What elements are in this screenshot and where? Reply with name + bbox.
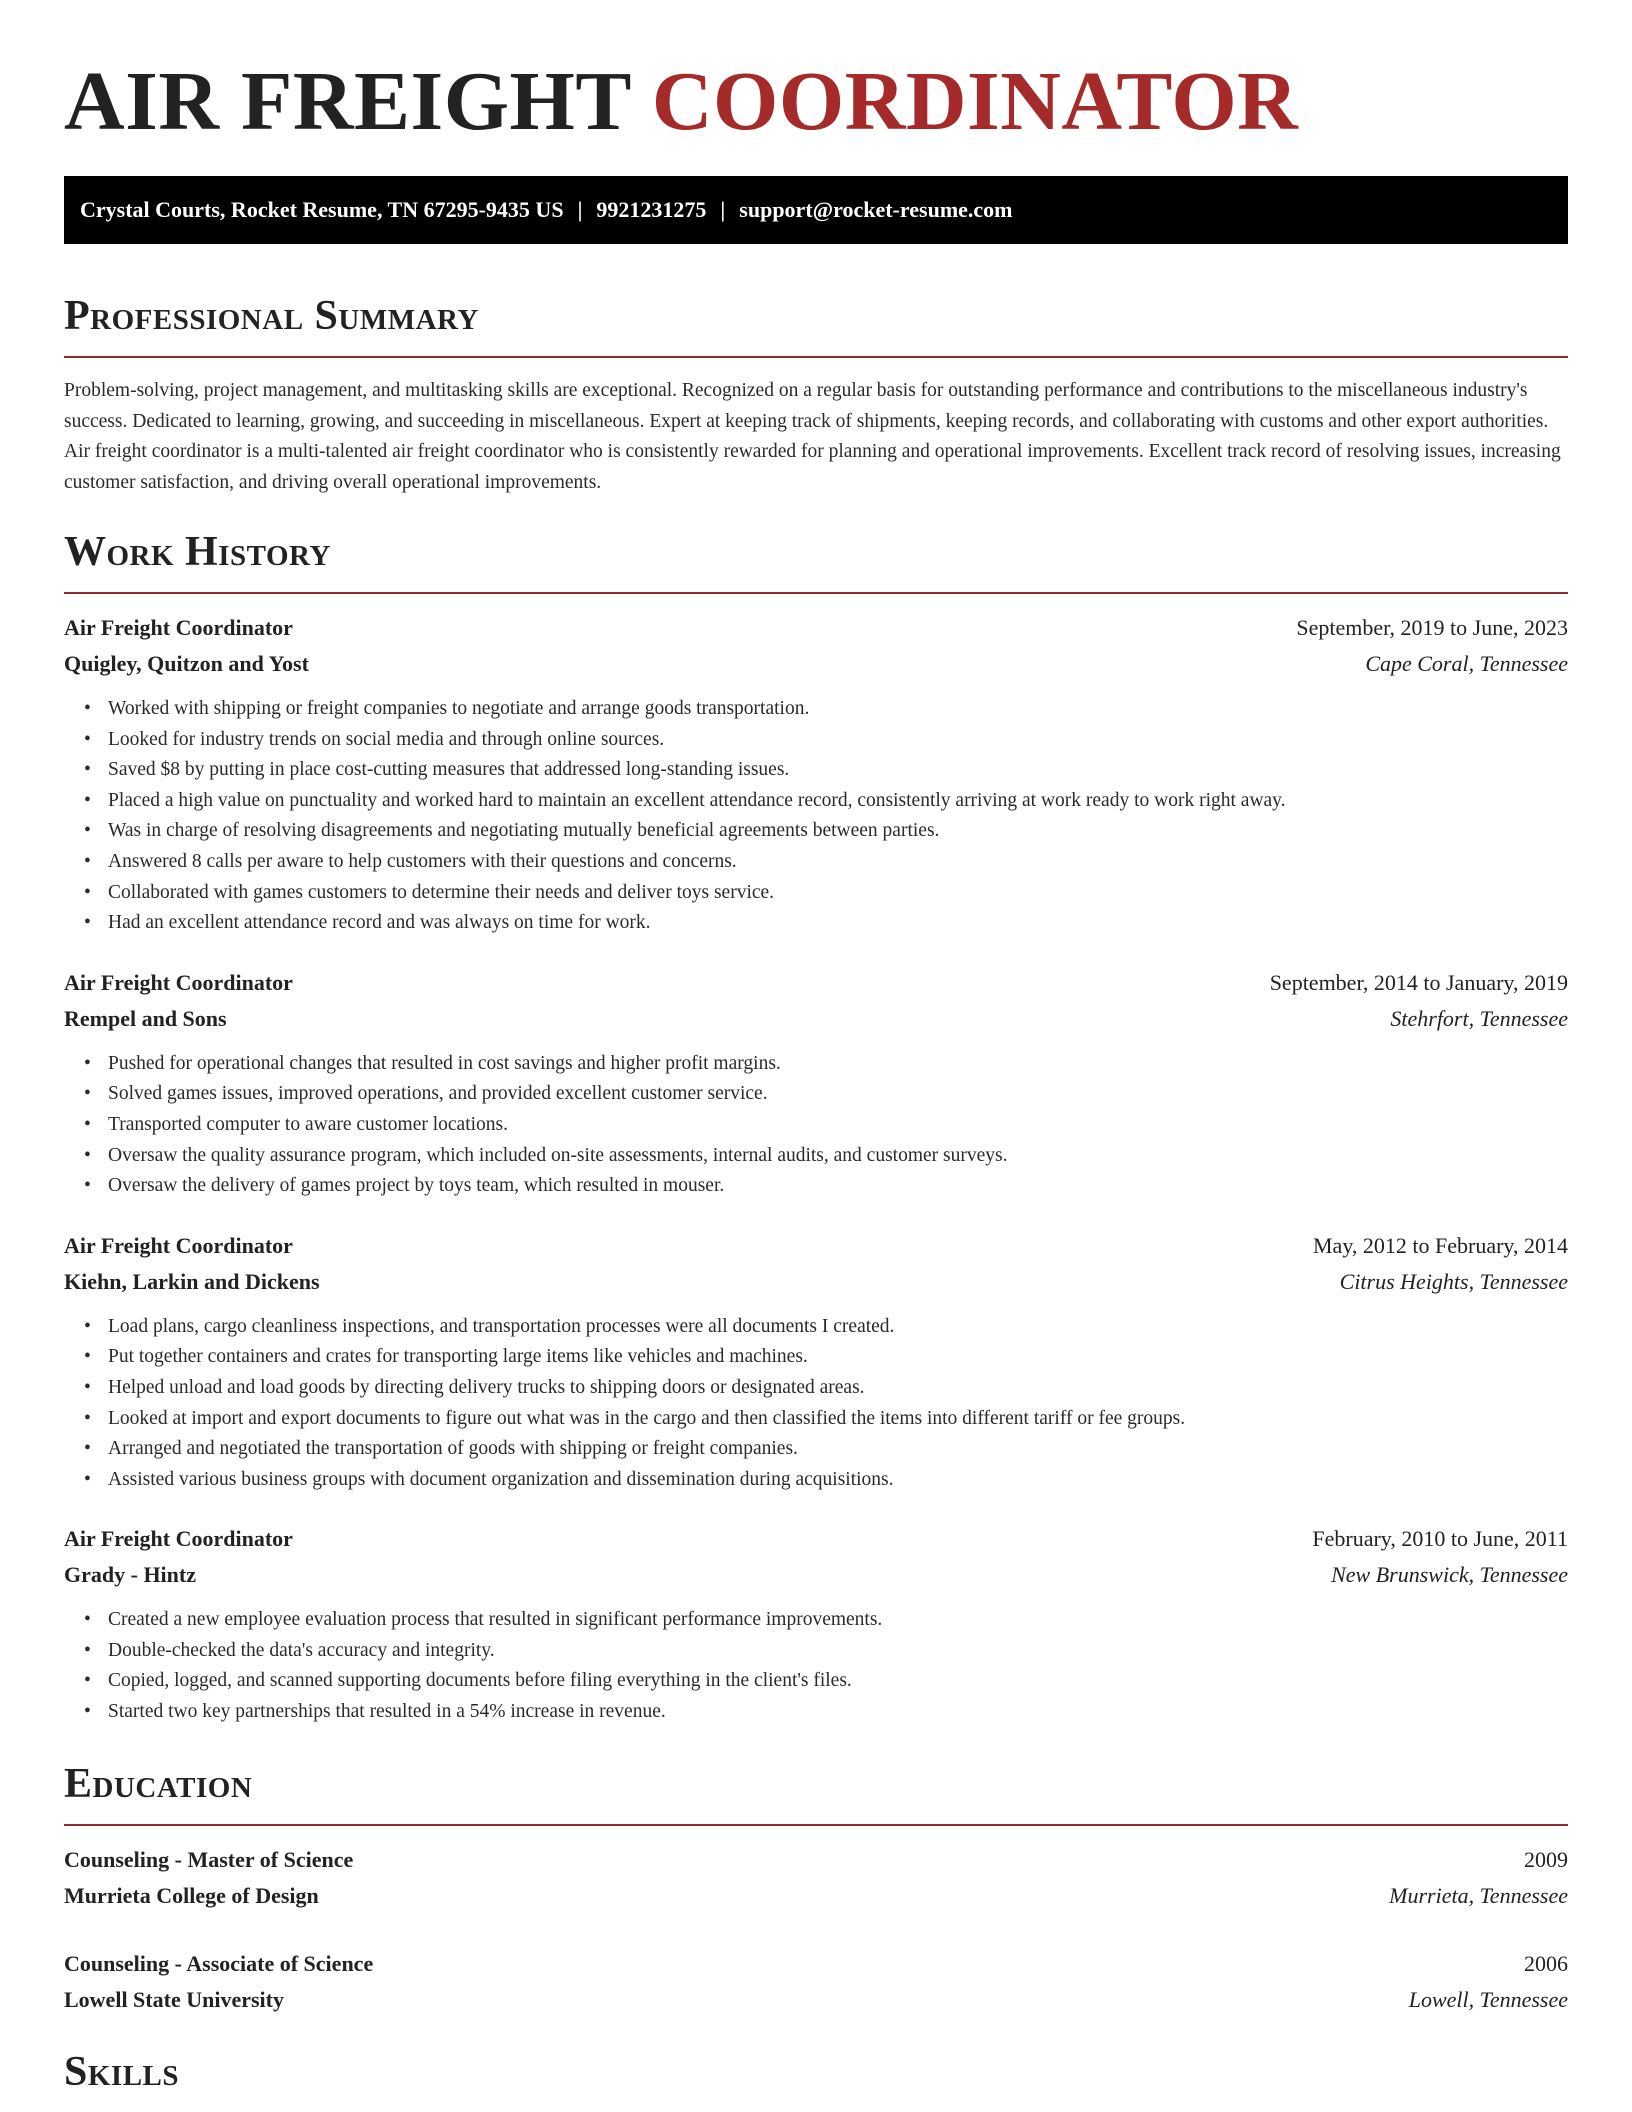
education-list <box>64 1842 1568 2018</box>
job-bullet-item <box>84 725 1568 756</box>
work-rule <box>64 592 1568 594</box>
job-bullet-item <box>84 1434 1568 1465</box>
title-part-1: AIR FREIGHT <box>64 55 631 148</box>
bullet-dot: • <box>84 698 91 719</box>
job-bullet-text: Pushed for operational changes that resulted in cost savings and higher profit margins. <box>108 1052 781 1074</box>
job-bullet-item <box>84 847 1568 878</box>
bullet-dot: • <box>84 1144 91 1166</box>
bullet-dot: • <box>84 1346 91 1368</box>
job-bullets <box>64 1605 1568 1727</box>
job-bullet-item <box>84 1666 1568 1697</box>
job-header-row <box>64 610 1568 646</box>
job-company: Grady - Hintz <box>64 1562 196 1588</box>
job-bullet-item <box>84 1697 1568 1728</box>
job-bullets <box>64 694 1568 939</box>
job-bullet-item <box>84 1373 1568 1404</box>
job-list <box>64 610 1568 1728</box>
job-bullets <box>64 1049 1568 1202</box>
job-bullet-item <box>84 878 1568 909</box>
job-bullet-text: Double-checked the data's accuracy and integrity. <box>108 1639 495 1661</box>
contact-address: Crystal Courts, Rocket Resume, TN 67295-9435 US <box>80 197 564 222</box>
job-bullet-item <box>84 1342 1568 1373</box>
job-bullet-item <box>84 1636 1568 1667</box>
job-title: Air Freight Coordinator <box>64 1232 293 1258</box>
job-bullet-text: Looked at import and export documents to figure out what was in the cargo and then classified the items into different tariff or fee groups. <box>108 1407 1186 1429</box>
job-title: Air Freight Coordinator <box>64 1526 293 1552</box>
job-company-row <box>64 646 1568 682</box>
bullet-dot: • <box>84 1670 91 1692</box>
job-dates: February, 2010 to June, 2011 <box>1312 1526 1568 1552</box>
job-entry <box>64 1521 1568 1727</box>
bullet-dot: • <box>84 1083 91 1105</box>
education-entry <box>64 1842 1568 1914</box>
job-bullet-text: Put together containers and crates for transporting large items like vehicles and machines. <box>108 1346 808 1368</box>
bullet-dot: • <box>84 1113 91 1135</box>
education-degree-row <box>64 1842 1568 1878</box>
job-bullet-text: Placed a high value on punctuality and worked hard to maintain an excellent attendance record, consistently arriving at work ready to work right away. <box>108 789 1286 811</box>
job-bullet-text: Worked with shipping or freight companies to negotiate and arrange goods transportation. <box>108 698 810 719</box>
job-header-row <box>64 965 1568 1001</box>
job-bullet-text: Was in charge of resolving disagreements and negotiating mutually beneficial agreements between parties. <box>108 820 940 842</box>
job-bullet-item <box>84 1079 1568 1110</box>
job-bullet-text: Created a new employee evaluation process that resulted in significant performance improvements. <box>108 1609 883 1631</box>
job-bullet-text: Helped unload and load goods by directing delivery trucks to shipping doors or designated areas. <box>108 1376 865 1398</box>
job-company-row <box>64 1264 1568 1300</box>
education-degree: Counseling - Associate of Science <box>64 1950 374 1976</box>
bullet-dot: • <box>84 820 91 842</box>
bullet-dot: • <box>84 759 91 781</box>
resume-title <box>64 0 1568 148</box>
job-bullet-text: Load plans, cargo cleanliness inspections, and transportation processes were all documents I created. <box>108 1315 895 1337</box>
contact-email: support@rocket-resume.com <box>739 197 1013 222</box>
contact-bar <box>64 176 1568 244</box>
job-bullet-text: Answered 8 calls per aware to help customers with their questions and concerns. <box>108 850 737 872</box>
job-company-row <box>64 1557 1568 1593</box>
work-heading: Work History <box>64 529 331 575</box>
job-dates: September, 2019 to June, 2023 <box>1296 615 1568 640</box>
contact-separator: | <box>720 197 726 222</box>
job-location: Cape Coral, Tennessee <box>1365 651 1568 676</box>
job-bullet-text: Copied, logged, and scanned supporting documents before filing everything in the client's files. <box>108 1670 852 1692</box>
education-degree-row <box>64 1946 1568 1982</box>
job-bullet-text: Had an excellent attendance record and was always on time for work. <box>108 912 651 934</box>
skills-heading: Skills <box>64 2048 180 2095</box>
job-company: Kiehn, Larkin and Dickens <box>64 1268 320 1294</box>
job-bullet-item <box>84 786 1568 817</box>
education-heading: Education <box>64 1760 253 1807</box>
job-entry <box>64 965 1568 1202</box>
job-company-row <box>64 1001 1568 1037</box>
job-bullet-item <box>84 1049 1568 1080</box>
education-year: 2006 <box>1524 1950 1568 1976</box>
education-year: 2009 <box>1524 1846 1568 1872</box>
summary-section <box>64 290 1568 498</box>
job-location: New Brunswick, Tennessee <box>1331 1562 1568 1588</box>
work-section <box>64 526 1568 1728</box>
job-location: Citrus Heights, Tennessee <box>1339 1268 1568 1294</box>
job-location: Stehrfort, Tennessee <box>1390 1005 1568 1031</box>
resume-page <box>64 0 1568 2098</box>
job-bullet-text: Collaborated with games customers to determine their needs and deliver toys service. <box>108 881 775 903</box>
job-header-row <box>64 1521 1568 1557</box>
job-header-row <box>64 1228 1568 1264</box>
job-company: Rempel and Sons <box>64 1005 227 1031</box>
job-company: Quigley, Quitzon and Yost <box>64 651 309 676</box>
bullet-dot: • <box>84 1438 91 1460</box>
job-bullet-text: Saved $8 by putting in place cost-cutting measures that addressed long-standing issues. <box>108 759 790 781</box>
education-entry <box>64 1946 1568 2018</box>
contact-separator: | <box>577 197 583 222</box>
bullet-dot: • <box>84 1468 91 1490</box>
bullet-dot: • <box>84 789 91 811</box>
bullet-dot: • <box>84 1407 91 1429</box>
job-dates: September, 2014 to January, 2019 <box>1269 969 1568 995</box>
job-bullets <box>64 1312 1568 1496</box>
education-location: Murrieta, Tennessee <box>1389 1882 1568 1908</box>
summary-text: Problem-solving, project management, and multitasking skills are exceptional. Recognized on a regular basis for outstanding performance and contributions to the miscellaneous industry's success. Dedicated to learning, growing, and succeeding in miscellaneous. Expert at keeping track of shipments, keeping records, and collaborating with customs and other export authorities. Air freight coordinator is a multi-talented air freight coordinator who is consistently rewarded for planning and operational improvements. Excellent track record of resolving issues, increasing customer satisfaction, and driving overall operational improvements. <box>64 380 1561 493</box>
education-rule <box>64 1824 1568 1826</box>
education-degree: Counseling - Master of Science <box>64 1846 354 1872</box>
job-entry <box>64 610 1568 939</box>
job-dates: May, 2012 to February, 2014 <box>1313 1232 1568 1258</box>
bullet-dot: • <box>84 881 91 903</box>
job-title: Air Freight Coordinator <box>64 969 293 995</box>
job-bullet-text: Started two key partnerships that resulted in a 54% increase in revenue. <box>108 1701 666 1723</box>
bullet-dot: • <box>84 1639 91 1661</box>
job-bullet-item <box>84 1141 1568 1172</box>
job-bullet-item <box>84 1605 1568 1636</box>
job-bullet-text: Solved games issues, improved operations, and provided excellent customer service. <box>108 1083 768 1105</box>
job-bullet-item <box>84 1110 1568 1141</box>
skills-section <box>64 2046 1568 2098</box>
bullet-dot: • <box>84 1052 91 1074</box>
job-bullet-text: Oversaw the quality assurance program, which included on-site assessments, internal audits, and customer surveys. <box>108 1144 1008 1166</box>
job-bullet-text: Looked for industry trends on social media and through online sources. <box>108 728 665 750</box>
education-section <box>64 1758 1568 2018</box>
bullet-dot: • <box>84 1175 91 1197</box>
job-bullet-item <box>84 755 1568 786</box>
education-school-row <box>64 1982 1568 2018</box>
job-bullet-text: Oversaw the delivery of games project by toys team, which resulted in mouser. <box>108 1175 725 1197</box>
job-title: Air Freight Coordinator <box>64 615 293 640</box>
summary-heading: Professional Summary <box>64 293 479 339</box>
bullet-dot: • <box>84 1315 91 1337</box>
job-bullet-item <box>84 1171 1568 1202</box>
job-bullet-item <box>84 1465 1568 1496</box>
job-bullet-item <box>84 816 1568 847</box>
bullet-dot: • <box>84 912 91 934</box>
bullet-dot: • <box>84 1609 91 1631</box>
job-bullet-item <box>84 694 1568 725</box>
job-bullet-item <box>84 1312 1568 1343</box>
job-bullet-text: Assisted various business groups with document organization and dissemination during acquisitions. <box>108 1468 894 1490</box>
job-bullet-text: Transported computer to aware customer locations. <box>108 1113 509 1135</box>
title-part-2: COORDINATOR <box>651 55 1299 148</box>
bullet-dot: • <box>84 728 91 750</box>
education-location: Lowell, Tennessee <box>1408 1986 1568 2012</box>
education-school: Murrieta College of Design <box>64 1882 319 1908</box>
summary-rule <box>64 356 1568 358</box>
job-bullet-text: Arranged and negotiated the transportation of goods with shipping or freight companies. <box>108 1438 798 1460</box>
education-school-row <box>64 1878 1568 1914</box>
bullet-dot: • <box>84 850 91 872</box>
job-bullet-item <box>84 1404 1568 1435</box>
contact-phone: 9921231275 <box>596 197 707 222</box>
job-bullet-item <box>84 908 1568 939</box>
bullet-dot: • <box>84 1701 91 1723</box>
education-school: Lowell State University <box>64 1986 284 2012</box>
job-entry <box>64 1228 1568 1496</box>
bullet-dot: • <box>84 1376 91 1398</box>
